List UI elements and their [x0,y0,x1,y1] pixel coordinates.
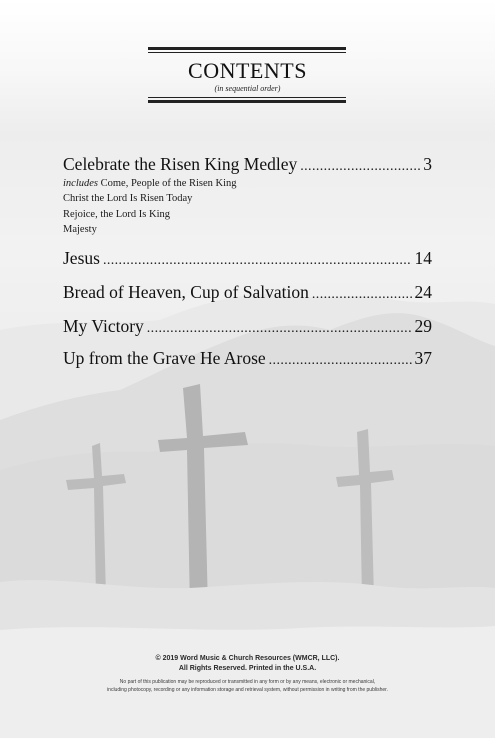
toc-entry-title: Celebrate the Risen King Medley [63,154,298,174]
toc-page-number: 29 [414,316,432,336]
medley-includes-list [63,176,237,237]
includes-line [63,176,237,191]
dot-leader [147,318,412,336]
bottom-thin-rule [148,97,346,98]
toc-entry-my-victory[interactable] [63,318,432,336]
dot-leader [103,250,412,268]
rights-line: All Rights Reserved. Printed in the U.S.A. [178,665,317,672]
included-song: Come, People of the Risen King [100,178,237,189]
toc-page-number: 24 [414,282,432,302]
toc-entry-title: Up from the Grave He Arose [63,348,266,368]
legal-line: including photocopy, recording or any information storage and retrieval system, without permission in writing from the publisher. [107,687,388,693]
copyright-notice [0,654,495,674]
dot-leader [300,156,420,174]
toc-entry-jesus[interactable] [63,250,432,268]
included-song: Christ the Lord Is Risen Today [63,193,193,205]
toc-page-number: 14 [414,248,432,268]
included-song: Majesty [63,223,97,235]
top-thin-rule [148,52,346,53]
dot-leader [269,350,412,368]
contents-subtitle: (in sequential order) [214,84,281,93]
toc-entry-bread-of-heaven[interactable] [63,284,432,302]
top-thick-rule [148,47,346,50]
includes-label: includes [63,178,98,189]
copyright-line: © 2019 Word Music & Church Resources (WMCR, LLC). [155,655,340,662]
toc-page-number: 37 [414,348,432,368]
toc-entry-title: My Victory [63,316,144,336]
dot-leader [312,284,412,302]
contents-title: CONTENTS [188,58,307,83]
toc-entry-title: Bread of Heaven, Cup of Salvation [63,282,309,302]
bottom-thick-rule [148,100,346,103]
toc-entry-title: Jesus [63,248,100,268]
legal-notice [0,678,495,694]
toc-entry-celebrate[interactable] [63,156,432,174]
toc-page-number: 3 [423,154,432,174]
legal-line: No part of this publication may be reproduced or transmitted in any form or by any means, electronic or mechanical, [119,679,376,685]
toc-entry-up-from-the-grave[interactable] [63,350,432,368]
included-song: Rejoice, the Lord Is King [63,208,171,220]
